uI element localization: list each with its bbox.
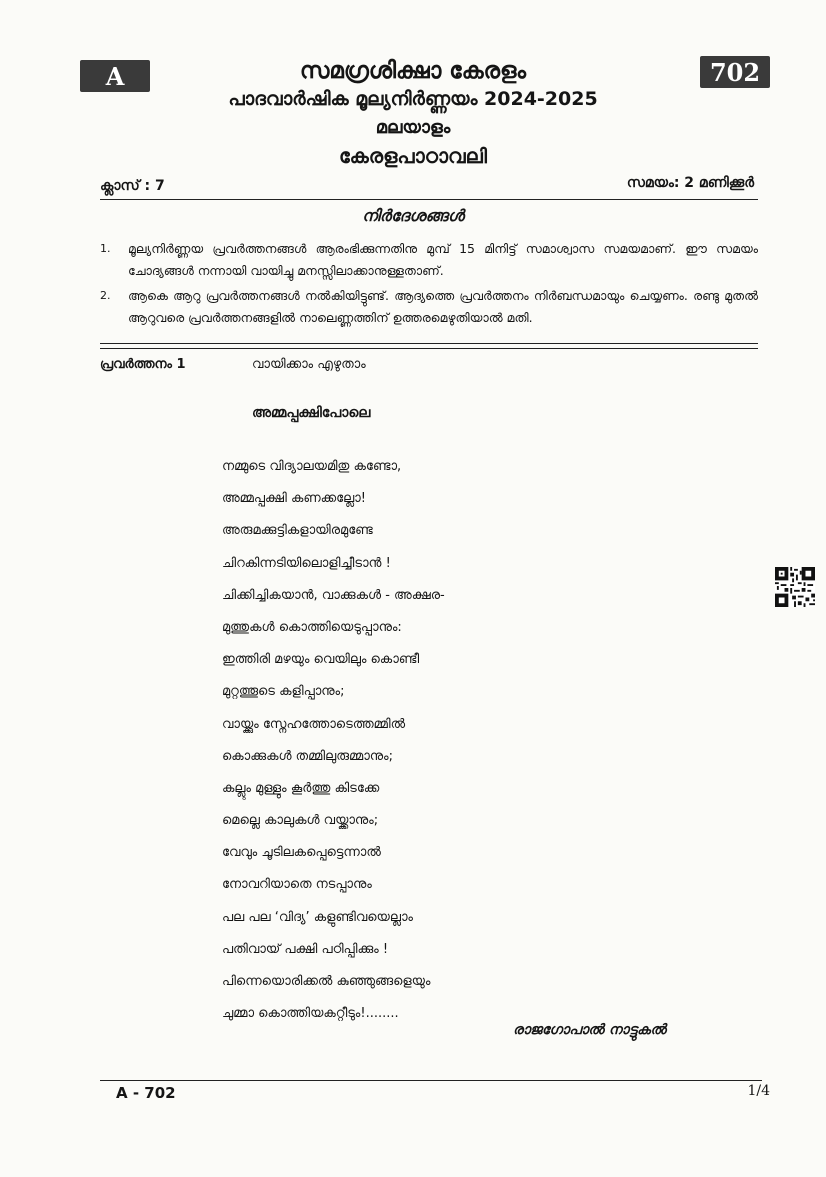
- activity-number: പ്രവർത്തനം 1: [100, 357, 186, 372]
- poem-line: നോവറിയാതെ നടപ്പാനും: [222, 877, 372, 893]
- poet-name: രാജഗോപാൽ നാട്ടുകൽ: [513, 1022, 666, 1038]
- poem-title: അമ്മപ്പക്ഷിപോലെ: [252, 405, 371, 421]
- poem-line: വേവും ചൂടിലകപ്പെട്ടെന്നാൽ: [222, 845, 381, 861]
- poem-line: മുറ്റത്തൂടെ കളിപ്പാനും;: [222, 684, 345, 700]
- poem-line: പിന്നെയൊരിക്കൽ കുഞ്ഞുങ്ങളെയും: [222, 974, 431, 989]
- instruction-number: 2.: [100, 289, 111, 302]
- instruction-number: 1.: [100, 242, 111, 255]
- poem-line: ഇത്തിരി മഴയും വെയിലും കൊണ്ടീ: [222, 652, 420, 668]
- poem-line: ചുമ്മാ കൊത്തിയകറ്റീടും!........: [222, 1006, 399, 1022]
- subject-title: മലയാളം: [375, 117, 451, 138]
- divider: [100, 348, 758, 349]
- poem-line: അരുമക്കുട്ടികളായിരമുണ്ടേ: [222, 523, 373, 539]
- instruction-item: [100, 285, 758, 329]
- poem-line: ചിറകിന്നടിയിലൊളിച്ചീടാൻ !: [222, 555, 391, 571]
- poem-line: പതിവായ് പക്ഷി പഠിപ്പിക്കും !: [222, 941, 389, 957]
- divider: [100, 343, 758, 344]
- poem-line: കല്ലും മുള്ളും കൂർത്തു കിടക്കേ: [222, 780, 380, 796]
- class-label: ക്ലാസ് : 7: [100, 178, 165, 194]
- poem-line: നമ്മുടെ വിദ്യാലയമിതു കണ്ടോ,: [222, 459, 402, 474]
- poem-body: [222, 455, 582, 1034]
- poem-line: മുത്തുകൾ കൊത്തിയെടുപ്പാനും:: [222, 619, 402, 635]
- time-label: സമയം: 2 മണിക്കൂർ: [626, 175, 754, 191]
- book-title: കേരളപാഠാവലി: [338, 144, 488, 168]
- instruction-text: ആകെ ആറു പ്രവർത്തനങ്ങൾ നൽകിയിട്ടുണ്ട്. ആദ്യത്തെ പ്രവർത്തനം നിർബന്ധമായും ചെയ്യണം. രണ്ടു മുതൽ ആറുവരെ പ്രവർത്തനങ്ങളിൽ നാലെണ്ണത്തിന് ഉത്തരമെഴുതിയാൽ മതി.: [128, 288, 758, 325]
- instruction-item: [100, 238, 758, 282]
- org-title: സമഗ്രശിക്ഷാ കേരളം: [299, 58, 527, 84]
- page-number: 1/4: [747, 1083, 770, 1099]
- footer-paper-code: A - 702: [116, 1084, 176, 1102]
- footer-divider: [100, 1080, 762, 1081]
- poem-line: ചിക്കിച്ചികയാൻ, വാക്കുകൾ - അക്ഷര-: [222, 587, 445, 603]
- exam-title: പാദവാർഷിക മൂല്യനിർണ്ണയം 2024-2025: [228, 88, 598, 110]
- divider: [100, 199, 758, 200]
- poem-line: അമ്മപ്പക്ഷി കണക്കല്ലോ!: [222, 491, 366, 507]
- poem-line: പല പല ‘വിദ്യ’ കളുണ്ടിവയെല്ലാം: [222, 909, 413, 925]
- poem-line: കൊക്കുകൾ തമ്മിലുരുമ്മാനും;: [222, 748, 393, 764]
- paper-code-badge: 702: [700, 56, 770, 88]
- qr-code-icon: [775, 567, 815, 607]
- activity-title: വായിക്കാം എഴുതാം: [252, 357, 366, 372]
- poem-line: വായ്ക്കും സ്നേഹത്തോടെത്തമ്മിൽ: [222, 716, 406, 732]
- poem-line: മെല്ലെ കാലുകൾ വയ്ക്കാനും;: [222, 813, 379, 829]
- instruction-text: മൂല്യനിർണ്ണയ പ്രവർത്തനങ്ങൾ ആരംഭിക്കുന്നതിനു മുമ്പ് 15 മിനിട്ട് സമാശ്വാസ സമയമാണ്. ഈ സമയം ചോദ്യങ്ങൾ നന്നായി വായിച്ചു മനസ്സിലാക്കാനുള്ളതാണ്.: [128, 241, 758, 278]
- set-badge: A: [80, 60, 150, 92]
- instructions-title: നിർദേശങ്ങൾ: [362, 206, 464, 225]
